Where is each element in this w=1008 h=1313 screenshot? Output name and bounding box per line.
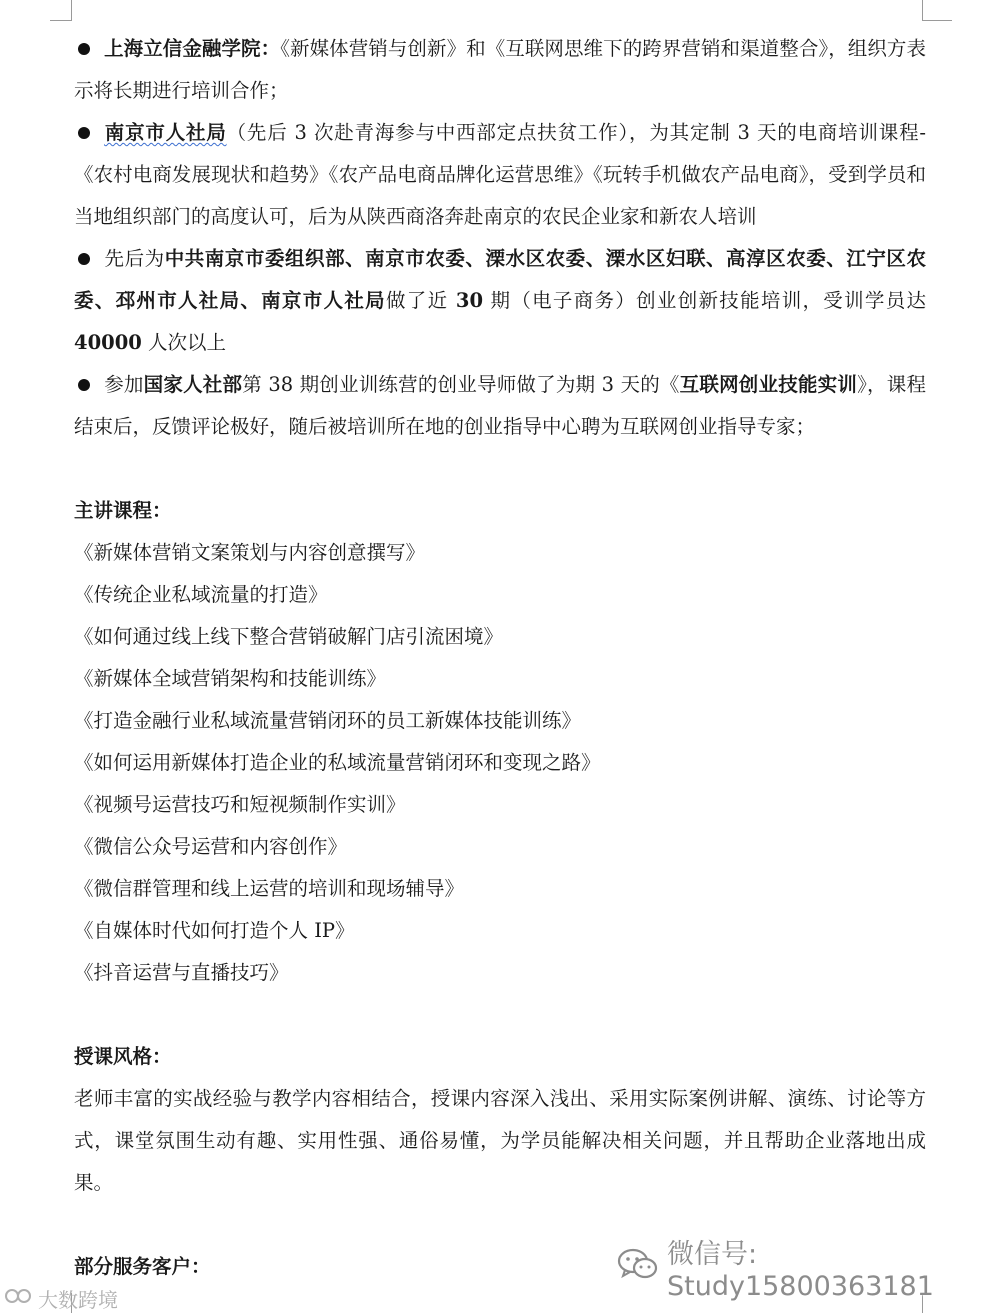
teaching-style-heading: 授课风格： <box>74 1045 172 1068</box>
course-item: 《微信群管理和线上运营的培训和现场辅导》 <box>74 877 465 900</box>
org-name: 国家人社部 <box>143 373 243 396</box>
brand-watermark <box>4 1285 118 1311</box>
course-item: 《打造金融行业私域流量营销闭环的员工新媒体技能训练》 <box>74 709 582 732</box>
course-item: 《微信公众号运营和内容创作》 <box>74 835 348 858</box>
crop-mark-top-left <box>71 0 72 20</box>
paragraph-text: 《新媒体营销与创新》和《互联网思维下的跨界营销和渠道整合》，组织方表示将长期进行培训合作； <box>74 37 926 102</box>
org-name: 南京市人社局 <box>104 121 227 144</box>
course-item: 《视频号运营技巧和短视频制作实训》 <box>74 793 406 816</box>
wechat-icon <box>617 1247 659 1288</box>
paragraph-text: 期（电子商务）创业创新技能培训，受训学员达 <box>483 289 926 312</box>
courses-heading: 主讲课程： <box>74 499 172 522</box>
paragraph-text: 先后为 <box>104 247 165 270</box>
teaching-style-text: 老师丰富的实战经验与教学内容相结合，授课内容深入浅出、采用实际案例讲解、演练、讨论等方式，课堂氛围生动有趣、实用性强、通俗易懂，为学员能解决相关问题，并且帮助企业落地出成果。 <box>74 1087 926 1194</box>
bullet-dot <box>78 379 90 391</box>
bullet-dot <box>78 43 90 55</box>
course-item: 《如何通过线上线下整合营销破解门店引流困境》 <box>74 625 504 648</box>
org-names: 中共南京市委组织部、南京市农委、溧水区农委、溧水区妇联、高淳区农委、江宁区农委、邳州市人社局、南京市人社局 <box>74 247 926 312</box>
brand-name: 大数跨境 <box>38 1287 118 1312</box>
crop-mark-top-right <box>922 0 923 20</box>
course-name: 互联网创业技能实训 <box>679 373 858 396</box>
crop-mark-top-right-h <box>922 20 952 21</box>
wechat-id-text: 微信号: Study15800363181 <box>667 1239 934 1302</box>
course-item: 《传统企业私域流量的打造》 <box>74 583 328 606</box>
bullet-paragraph-4 <box>74 364 926 448</box>
paragraph-text: 人次以上 <box>141 331 227 354</box>
bullet-dot <box>78 253 90 265</box>
paragraph-text: 参加 <box>104 373 144 396</box>
course-item: 《如何运用新媒体打造企业的私域流量营销闭环和变现之路》 <box>74 751 601 774</box>
session-count: 30 <box>455 289 484 312</box>
wechat-watermark <box>617 1239 1008 1302</box>
paragraph-text: 做了近 <box>385 289 456 312</box>
document-body <box>74 28 926 1288</box>
course-item: 《新媒体全域营销架构和技能训练》 <box>74 667 387 690</box>
course-item: 《新媒体营销文案策划与内容创意撰写》 <box>74 541 426 564</box>
crop-mark-top-left-h <box>50 20 72 21</box>
bullet-paragraph-1 <box>74 28 926 112</box>
paragraph-text: 第 38 期创业训练营的创业导师做了为期 3 天的《 <box>242 373 680 396</box>
course-item: 《抖音运营与直播技巧》 <box>74 961 289 984</box>
bullet-paragraph-3 <box>74 238 926 364</box>
bullet-dot <box>78 127 90 139</box>
brand-logo-icon <box>4 1285 34 1312</box>
org-name: 上海立信金融学院： <box>104 37 281 60</box>
clients-heading: 部分服务客户： <box>74 1255 211 1278</box>
course-item: 《自媒体时代如何打造个人 IP》 <box>74 919 355 942</box>
paragraph-text: 》，课程结束后，反馈评论极好，随后被培训所在地的创业指导中心聘为互联网创业指导专家； <box>74 373 926 438</box>
trainee-count: 40000 <box>74 331 142 354</box>
paragraph-text: （先后 3 次赴青海参与中西部定点扶贫工作），为其定制 3 天的电商培训课程-《农村电商发展现状和趋势》《农产品电商品牌化运营思维》《玩转手机做农产品电商》，受到学员和当地组织部门的高度认可，后为从陕西商洛奔赴南京的农民企业家和新农人培训 <box>74 121 926 228</box>
bullet-paragraph-2 <box>74 112 926 238</box>
